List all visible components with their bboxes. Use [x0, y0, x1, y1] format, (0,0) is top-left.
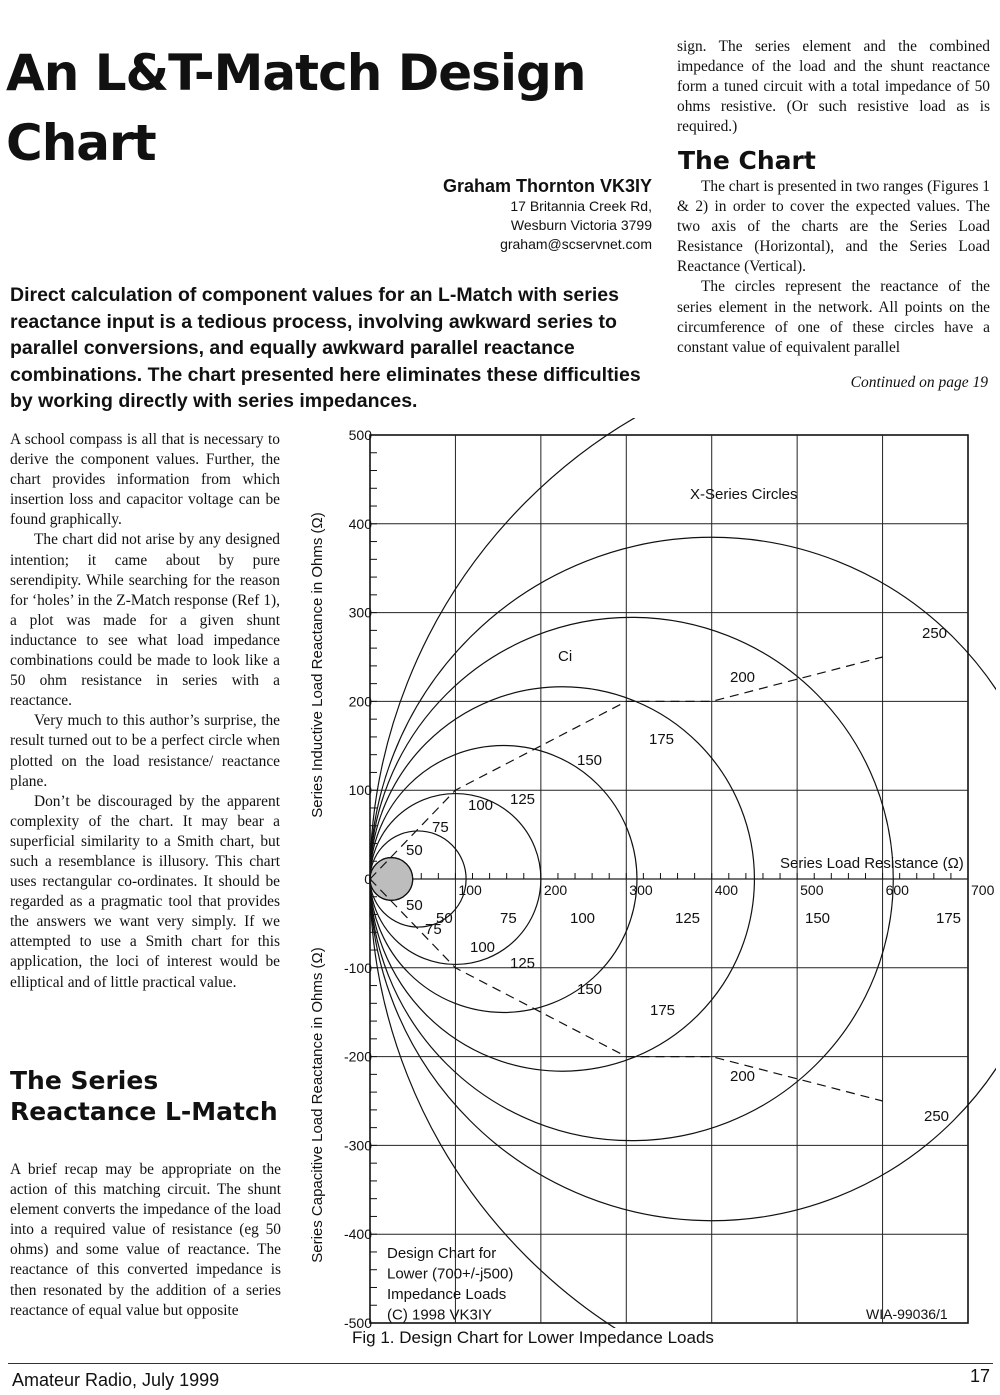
y-tick-label: 200 — [348, 693, 372, 710]
x-tick-label: 400 — [714, 882, 739, 898]
x-tick-label: 100 — [458, 882, 482, 898]
right-column-continued — [677, 177, 990, 358]
lower-circle-label: 50 — [406, 897, 423, 914]
upper-circle-label: 250 — [922, 625, 948, 642]
y-tick-label: -100 — [343, 959, 372, 976]
upper-circle-label: 75 — [432, 819, 449, 836]
footer-rule — [8, 1363, 993, 1364]
lower-circle-label: 175 — [936, 910, 962, 927]
page-number: 17 — [969, 1366, 990, 1386]
lower-circle-label: 100 — [570, 910, 596, 927]
upper-circle-label: 50 — [406, 842, 423, 859]
x-tick-label: 200 — [543, 882, 568, 898]
lower-circle-label: 75 — [425, 921, 442, 938]
upper-circle-label: 200 — [730, 669, 756, 686]
paragraph: The chart did not arise by any designed intention; it came about by pure serendipity. While searching for the reason for ‘holes’ in the Z-Match response (Ref 1), a plot was made for a given shunt inductance to see what load impedance combinations could be made to look like a 50 ohm resistance in series with a reactance. — [10, 531, 280, 710]
drawing-id: WIA-99036/1 — [866, 1306, 948, 1322]
paragraph: Don’t be discouraged by the apparent complexity of the chart. It may bear a superficial similarity to a Smith chart, but such a resemblance is illusory. This chart uses rectangular co-ordinates. It should be regarded as a pragmatic tool that provides the answers we want very simply. If we attempted to use a Smith chart for this application, the loci of interest would be elliptical and of little practical value. — [10, 792, 280, 991]
y-tick-label: -300 — [343, 1137, 372, 1154]
legend-line: Design Chart for — [387, 1245, 497, 1262]
ci-label: Ci — [558, 648, 573, 665]
figure-caption: Fig 1. Design Chart for Lower Impedance Loads — [352, 1328, 714, 1347]
x-tick-label: 700 — [971, 882, 995, 898]
design-chart — [300, 418, 996, 1328]
y-tick-label: 100 — [348, 782, 372, 799]
legend-line: Impedance Loads — [387, 1286, 507, 1303]
left-column — [10, 430, 280, 993]
lede-paragraph: Direct calculation of component values for an L-Match with series reactance input is a tedious process, involving awkward series to parallel conversions, and equally awkward parallel reactance combinations. The chart presented here eliminates these difficulties by working directly with series impedances. — [10, 284, 641, 412]
author-address-2: Wesburn Victoria 3799 — [510, 217, 652, 233]
author-block — [330, 175, 652, 254]
x-axis-title: Series Load Resistance (Ω) — [780, 855, 964, 872]
footer-publication: Amateur Radio, July 1999 — [12, 1370, 220, 1390]
lower-circle-label: 150 — [805, 910, 831, 927]
y-axis-title-top: Series Inductive Load Reactance in Ohms (Ω) — [309, 512, 326, 818]
lower-circle-label: 125 — [675, 910, 701, 927]
author-name: Graham Thornton VK3IY — [442, 176, 652, 196]
lower-circle-label: 150 — [577, 981, 603, 998]
y-tick-label: 500 — [348, 427, 372, 443]
upper-circle-label: 175 — [649, 731, 675, 748]
article-title: An L&T-Match Design Chart — [6, 44, 586, 172]
lower-circle-label: 75 — [500, 910, 517, 927]
left-column-continued — [10, 1160, 281, 1321]
paragraph: The circles represent the reactance of the series element in the network. All points on the circumference of one of these circles have a constant value of equivalent parallel — [677, 278, 990, 356]
lower-circle-label: 175 — [650, 1002, 676, 1019]
x-tick-label: 500 — [800, 882, 824, 898]
y-tick-label: 300 — [348, 604, 372, 621]
y-axis-title-bottom: Series Capacitive Load Reactance in Ohms (Ω) — [309, 947, 326, 1263]
continued-note: Continued on page 19 — [850, 374, 988, 391]
paragraph: A brief recap may be appropriate on the action of this matching circuit. The shunt element converts the impedance of the load into a required value of resistance (eg 50 ohms) and some value of reactance. The reactance of this converted impedance is then resonated by the addition of a series reactance of equal value but opposite — [10, 1161, 281, 1319]
lower-circle-label: 50 — [436, 910, 453, 927]
legend-line: Lower (700+/-j500) — [387, 1265, 514, 1283]
author-email: graham@scservnet.com — [500, 236, 652, 252]
y-tick-label: -500 — [343, 1315, 372, 1328]
author-address-1: 17 Britannia Creek Rd, — [510, 198, 652, 214]
x-tick-label: 300 — [629, 882, 653, 898]
paragraph: sign. The series element and the combined impedance of the load and the shunt reactance form a tuned circuit with a total impedance of 50 ohms resistive. (Or such resistive load as is required.) — [677, 38, 990, 136]
paragraph: A school compass is all that is necessary to derive the component values. Further, the chart provides information from which insertion loss and capacitor voltage can be found graphically. — [10, 431, 280, 529]
y-tick-label: -400 — [343, 1226, 372, 1243]
section-heading-series-reactance: The Series Reactance L-Match — [10, 1066, 278, 1126]
upper-circle-label: 125 — [510, 791, 536, 808]
lower-circle-label: 200 — [730, 1068, 756, 1085]
circle-family-label: X-Series Circles — [690, 486, 798, 503]
right-column — [677, 37, 990, 137]
y-tick-label: 0 — [364, 871, 372, 887]
y-tick-label: -200 — [343, 1048, 372, 1065]
x-tick-label: 600 — [885, 882, 909, 898]
legend-line: (C) 1998 VK3IY — [387, 1306, 493, 1324]
lower-circle-label: 100 — [470, 939, 496, 956]
lower-circle-label: 125 — [510, 955, 536, 972]
series-circle — [370, 418, 996, 1328]
paragraph: The chart is presented in two ranges (Figures 1 & 2) in order to cover the expected values. The two axis of the charts are the Series Load Resistance (Horizontal), and the Series Load Reactance (Vertical). — [677, 178, 990, 276]
y-tick-label: 400 — [348, 515, 372, 532]
upper-circle-label: 100 — [468, 797, 494, 814]
upper-circle-label: 150 — [577, 752, 603, 769]
paragraph: Very much to this author’s surprise, the result turned out to be a perfect circle when plotted on the load resistance/ reactance plane. — [10, 712, 280, 790]
section-heading-the-chart: The Chart — [678, 146, 816, 175]
lower-circle-label: 250 — [924, 1108, 950, 1125]
